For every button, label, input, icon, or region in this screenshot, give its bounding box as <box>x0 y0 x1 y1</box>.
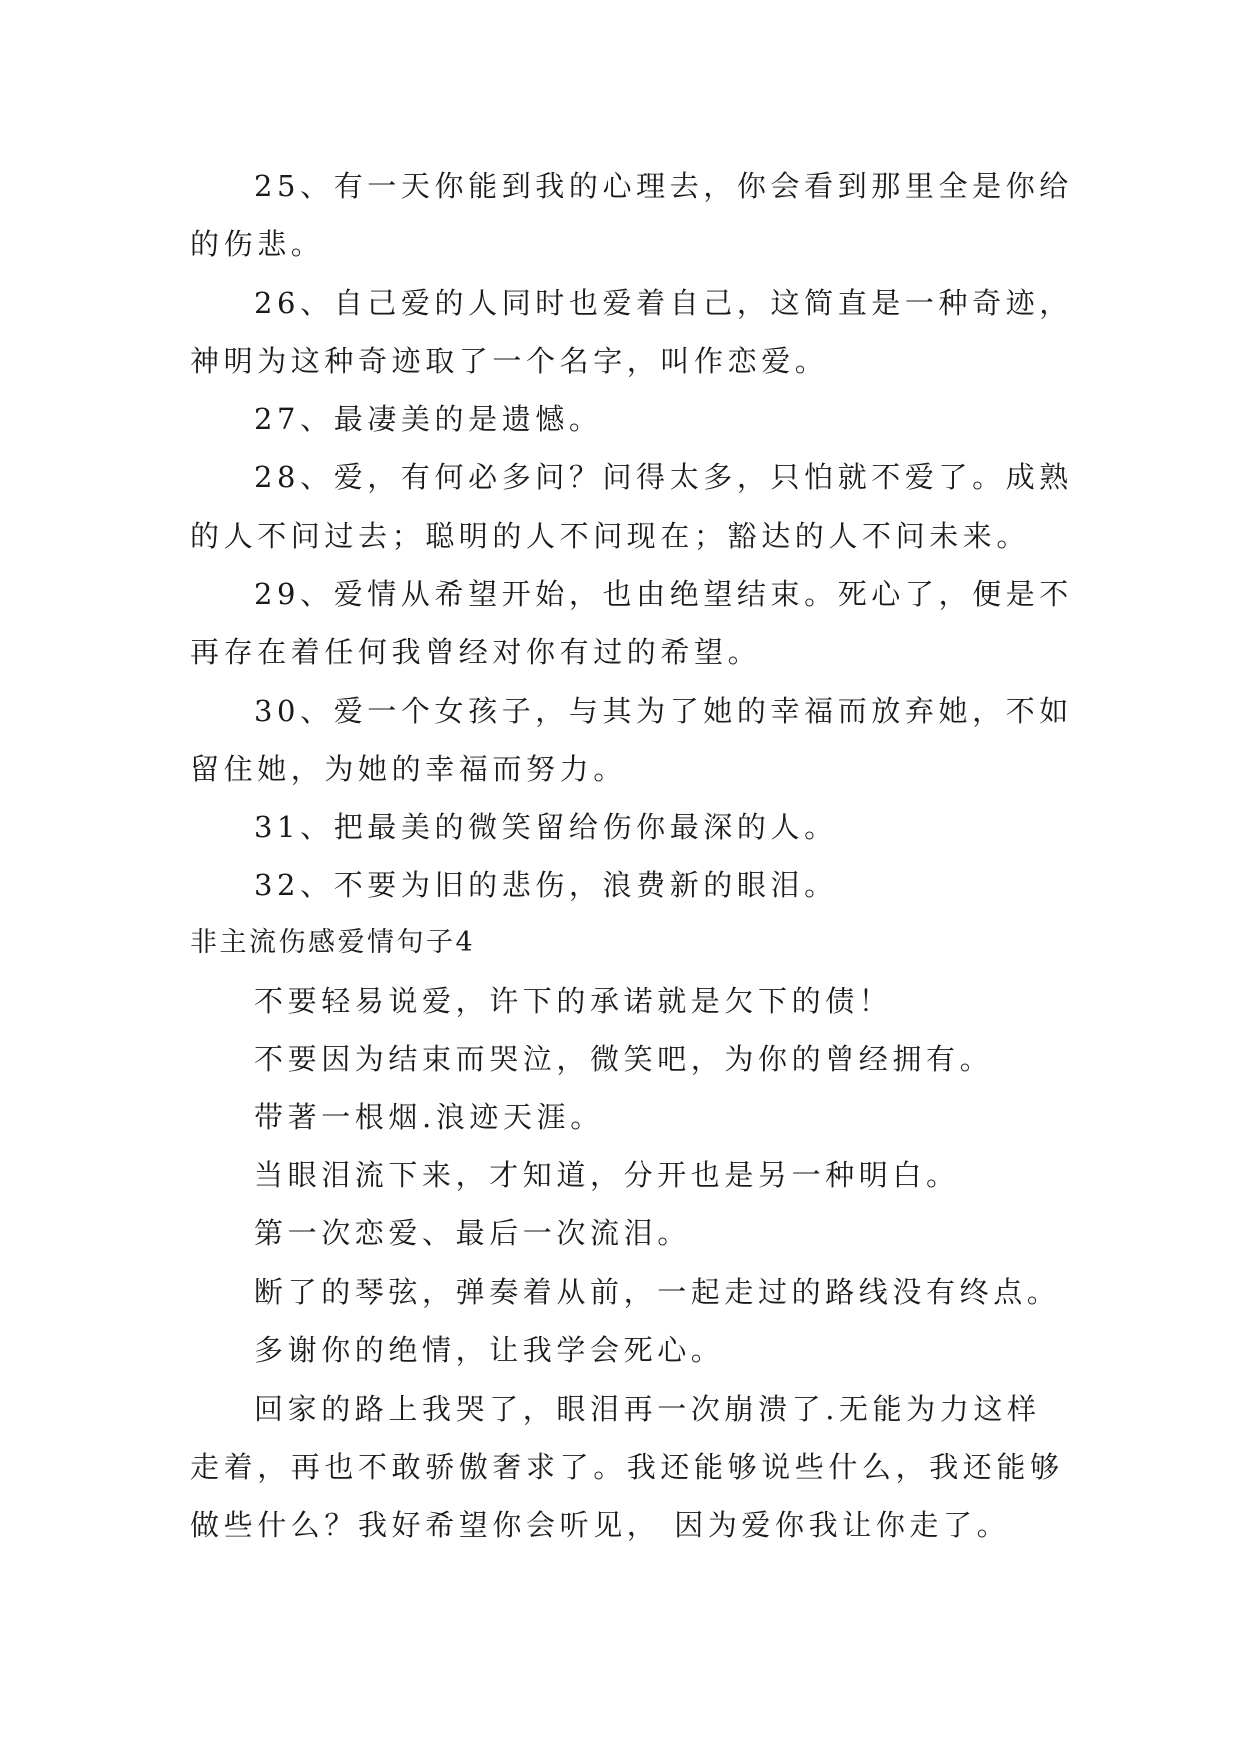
text-line: 32、不要为旧的悲伤，浪费新的眼泪。 <box>254 868 838 902</box>
text-line: 第一次恋爱、最后一次流泪。 <box>254 1216 691 1250</box>
text-line: 31、把最美的微笑留给伤你最深的人。 <box>254 810 838 844</box>
text-line: 29、爱情从希望开始，也由绝望结束。死心了，便是不 <box>254 577 1073 611</box>
text-line: 30、爱一个女孩子，与其为了她的幸福而放弃她，不如 <box>254 694 1073 728</box>
text-line: 28、爱，有何必多问？问得太多，只怕就不爱了。成熟 <box>254 460 1073 494</box>
text-line: 26、自己爱的人同时也爱着自己，这简直是一种奇迹， <box>254 286 1073 320</box>
text-line: 27、最凄美的是遗憾。 <box>254 402 603 436</box>
text-line: 多谢你的绝情，让我学会死心。 <box>254 1333 725 1367</box>
text-line: 断了的琴弦，弹奏着从前，一起走过的路线没有终点。 <box>254 1275 1061 1309</box>
text-line: 做些什么？我好希望你会听见， 因为爱你我让你走了。 <box>190 1508 1011 1542</box>
text-line: 神明为这种奇迹取了一个名字，叫作恋爱。 <box>190 344 829 378</box>
section-heading: 非主流伤感爱情句子4 <box>190 927 476 958</box>
text-line: 当眼泪流下来，才知道，分开也是另一种明白。 <box>254 1158 960 1192</box>
text-line: 带著一根烟.浪迹天涯。 <box>254 1100 604 1134</box>
text-line: 再存在着任何我曾经对你有过的希望。 <box>190 635 762 669</box>
text-line: 不要因为结束而哭泣，微笑吧，为你的曾经拥有。 <box>254 1042 994 1076</box>
text-line: 的伤悲。 <box>190 227 325 261</box>
text-line: 不要轻易说爱，许下的承诺就是欠下的债！ <box>254 984 893 1018</box>
text-line: 的人不问过去；聪明的人不问现在；豁达的人不问未来。 <box>190 519 1031 553</box>
text-line: 留住她，为她的幸福而努力。 <box>190 752 627 786</box>
text-line: 走着，再也不敢骄傲奢求了。我还能够说些什么，我还能够 <box>190 1450 1064 1484</box>
text-line: 回家的路上我哭了，眼泪再一次崩溃了.无能为力这样 <box>254 1392 1041 1426</box>
text-line: 25、有一天你能到我的心理去，你会看到那里全是你给 <box>254 169 1073 203</box>
